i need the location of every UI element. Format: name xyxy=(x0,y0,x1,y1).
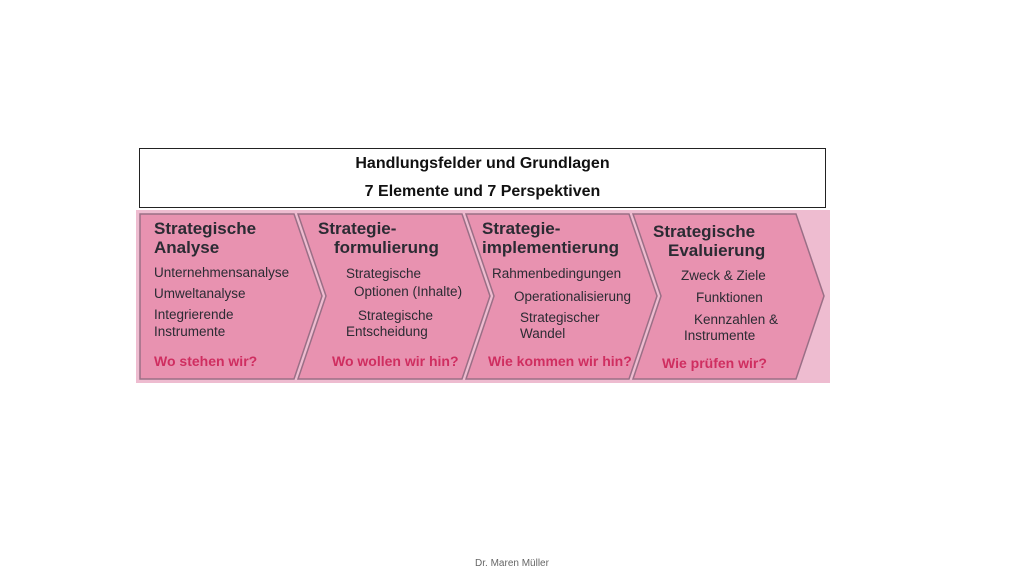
chevron-2-title-1: Strategie- xyxy=(318,219,397,238)
chevron-3-title-2: implementierung xyxy=(482,238,619,257)
chevron-2-title-2: formulierung xyxy=(334,238,439,257)
chevron-4-item-1: Zweck & Ziele xyxy=(681,268,766,283)
chevron-2-item-1: Strategische xyxy=(346,266,422,281)
chevron-4-item-4: Instrumente xyxy=(684,328,756,343)
footer-author: Dr. Maren Müller xyxy=(475,558,549,569)
chevron-1-item-2: Umweltanalyse xyxy=(154,286,246,301)
chevron-4-title-1: Strategische xyxy=(653,222,756,241)
chevron-4-question: Wie prüfen wir? xyxy=(662,355,767,371)
chevron-3-item-1: Rahmenbedingungen xyxy=(492,266,622,281)
chevron-1-title-2: Analyse xyxy=(154,238,220,257)
chevron-2-item-4: Entscheidung xyxy=(346,324,428,339)
chevron-1-question: Wo stehen wir? xyxy=(154,353,258,369)
chevron-1-item-4: Instrumente xyxy=(154,324,226,339)
chevron-3-item-4: Wandel xyxy=(520,326,566,341)
chevron-3-question: Wie kommen wir hin? xyxy=(488,353,632,369)
chevron-4-item-2: Funktionen xyxy=(696,290,763,305)
chevron-1-item-1: Unternehmensanalyse xyxy=(154,265,290,280)
title-box xyxy=(139,148,826,208)
chevron-4-title-2: Evaluierung xyxy=(668,241,766,260)
title-line-2: 7 Elemente und 7 Perspektiven xyxy=(364,183,601,200)
chevron-2-item-3: Strategische xyxy=(358,308,434,323)
chevron-3-item-2: Operationalisierung xyxy=(514,289,632,304)
chevron-3-title-1: Strategie- xyxy=(482,219,561,238)
chevron-2-item-2: Optionen (Inhalte) xyxy=(354,284,463,299)
chevron-1-item-3: Integrierende xyxy=(154,307,234,322)
chevron-3-item-3: Strategischer xyxy=(520,310,600,325)
chevron-2-question: Wo wollen wir hin? xyxy=(332,353,459,369)
process-chevron-band xyxy=(136,210,830,383)
chevron-4-item-3: Kennzahlen & xyxy=(694,312,779,327)
chevron-1-title-1: Strategische xyxy=(154,219,257,238)
title-line-1: Handlungsfelder und Grundlagen xyxy=(355,155,610,172)
